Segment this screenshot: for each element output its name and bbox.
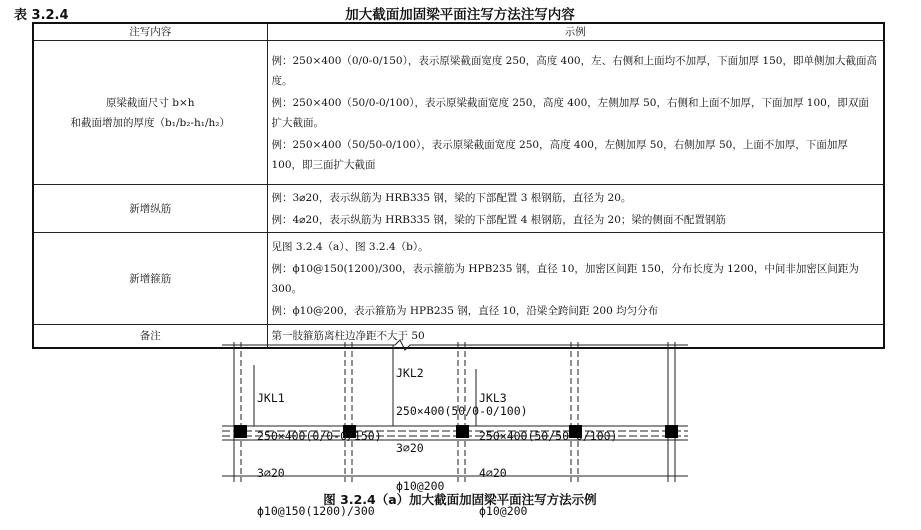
table-number: 表 3.2.4 <box>14 8 69 23</box>
beam-section: 250×400(50/0-0/100) <box>396 403 528 418</box>
row-label: 新增纵筋 <box>33 185 267 233</box>
example-text: 第一肢箍筋离柱边净距不大于 50 <box>271 330 425 342</box>
beam-section: 250×400(0/0-0/150) <box>257 428 382 443</box>
example-text: 例：3⌀20，表示纵筋为 HRB335 钢，梁的下部配置 3 根钢筋，直径为 20。 <box>271 191 632 204</box>
example-text: 例：ϕ10@200，表示箍筋为 HPB235 钢，直径 10，沿梁全跨间距 200 均匀分布 <box>271 304 659 317</box>
example-text: 例：ϕ10@150(1200)/300，表示箍筋为 HPB235 钢，直径 10，加密区间距 150，分布长度为 1200，中间非加密区间距为 300。 <box>271 262 859 295</box>
row-label: 备注 <box>33 325 267 349</box>
beam-stirrup: ϕ10@200 <box>479 503 528 518</box>
table-title: 加大截面加固梁平面注写方法注写内容 <box>345 7 575 23</box>
column-header-content: 注写内容 <box>33 23 267 41</box>
beam-longitudinal: 3⌀20 <box>257 466 285 480</box>
example-text: 见图 3.2.4（a）、图 3.2.4（b）。 <box>271 240 429 253</box>
beam-longitudinal: 3⌀20 <box>396 441 424 455</box>
row-label-line: 原梁截面尺寸 b×h <box>105 96 195 109</box>
example-text: 例：250×400（0/0-0/150），表示原梁截面宽度 250，高度 400，左、右侧和上面均不加厚，下面加厚 150，即单侧加大截面高度。 <box>271 54 877 87</box>
row-label: 新增箍筋 <box>33 233 267 325</box>
beam-stirrup: ϕ10@150(1200)/300 <box>257 503 375 518</box>
beam-longitudinal: 4⌀20 <box>479 466 507 480</box>
beam-name: JKL3 <box>479 391 507 405</box>
column-header-example: 示例 <box>267 23 884 41</box>
figure-caption: 图 3.2.4（a）加大截面加固梁平面注写方法示例 <box>323 492 597 507</box>
column <box>665 425 678 438</box>
row-label-line: 和截面增加的厚度（b₁/b₂-h₁/h₂） <box>70 116 230 129</box>
beam-name: JKL1 <box>257 391 285 405</box>
example-text: 例：250×400（50/50-0/100），表示原梁截面宽度 250，高度 400，左侧加厚 50，右侧加厚 50，上面不加厚，下面加厚 100，即三面扩大截面 <box>271 138 848 171</box>
example-text: 例：4⌀20，表示纵筋为 HRB335 钢，梁的下部配置 4 根钢筋，直径为 20；梁的侧面不配置钢筋 <box>271 213 726 226</box>
example-text: 例：250×400（50/0-0/100），表示原梁截面宽度 250，高度 400，左侧加厚 50，右侧和上面不加厚，下面加厚 100，即双面扩大截面。 <box>271 96 869 129</box>
beam-name: JKL2 <box>396 366 424 380</box>
beam-section: 250×400(50/50-0/100) <box>479 428 618 443</box>
beam-stirrup: ϕ10@200 <box>396 478 445 493</box>
column <box>234 425 247 438</box>
